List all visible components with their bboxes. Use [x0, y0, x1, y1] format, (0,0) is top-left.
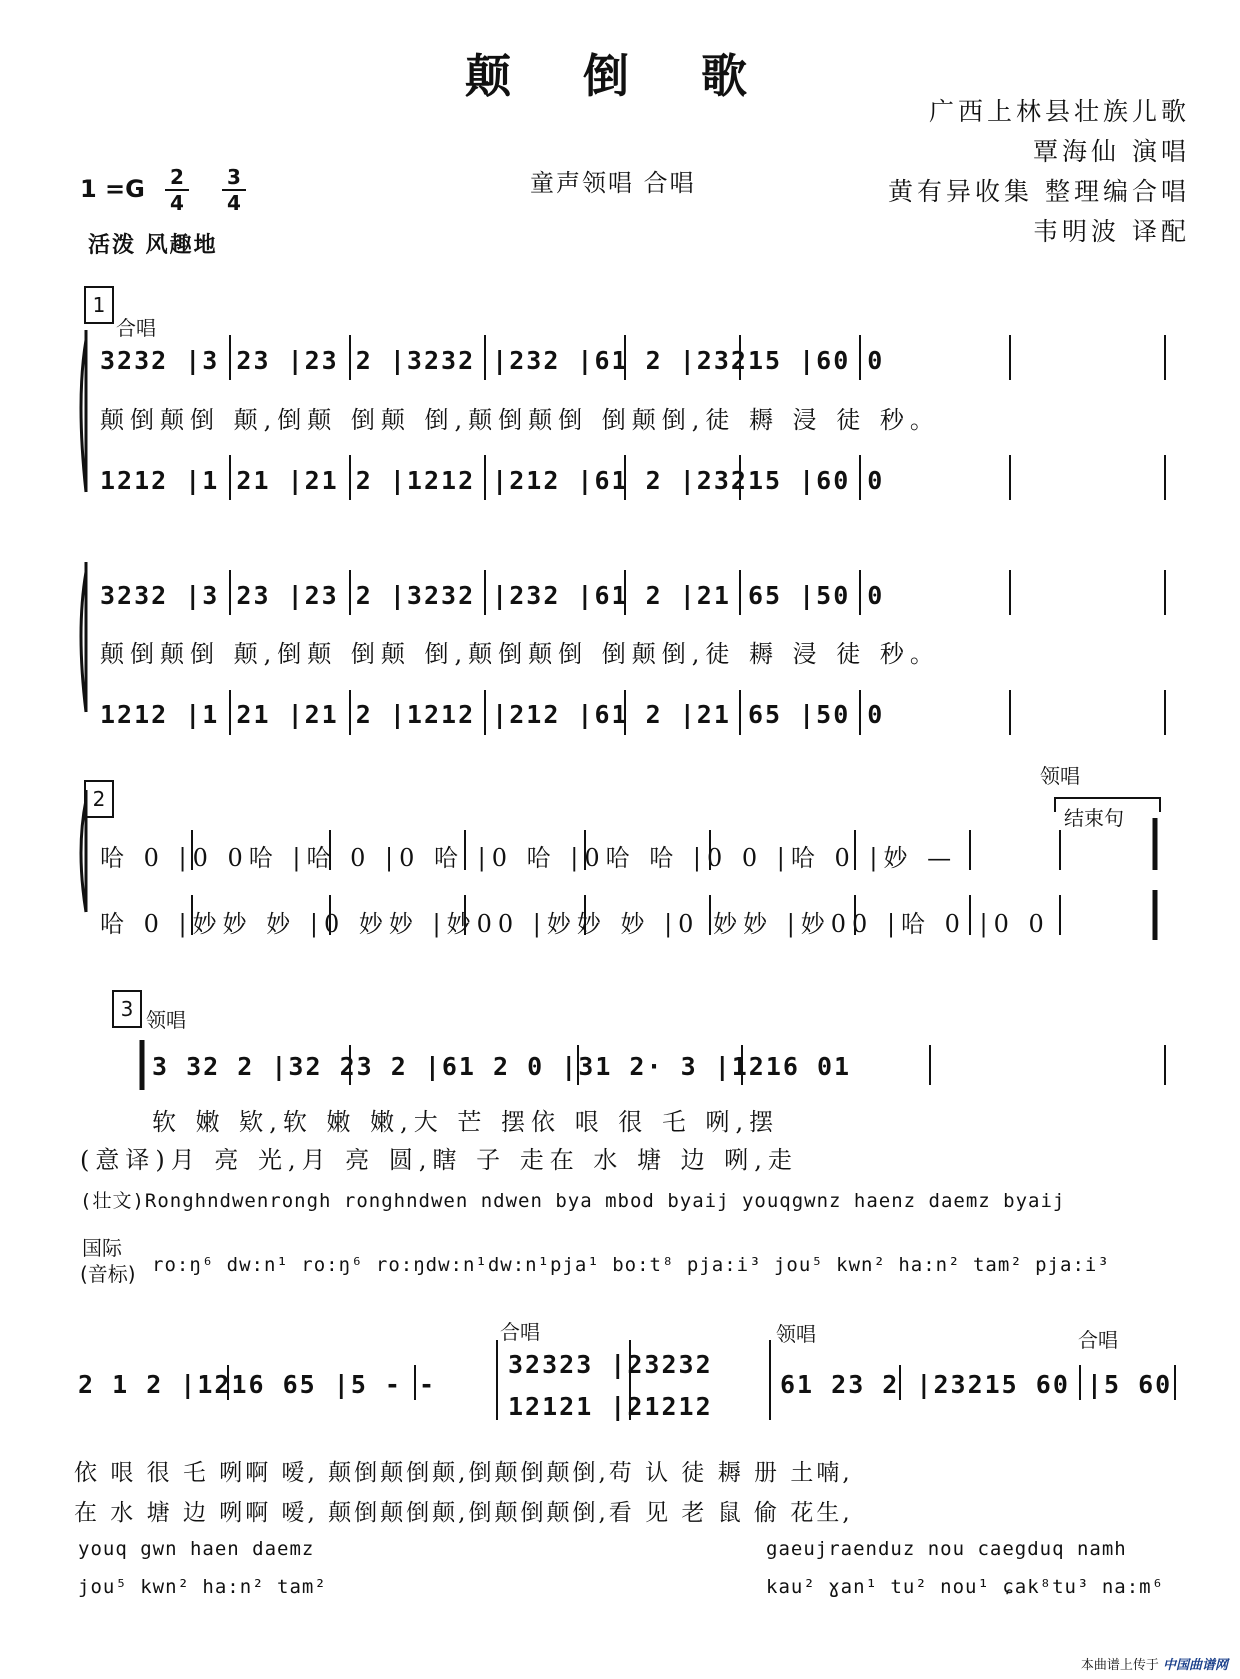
- system1-lower-notes: 1212 |1 21 |21 2 |1212 |212 |61 2 |23215 |60 0: [100, 466, 885, 495]
- credit-origin: 广西上林县壮族儿歌: [928, 97, 1190, 126]
- time-signature-3-4: $\frac{3}{4}$: [222, 165, 246, 215]
- section4-zhuang-left: youq gwn haen daemz: [78, 1538, 315, 1560]
- chorus-label-3: 合唱: [1078, 1328, 1118, 1352]
- footer-site-logo[interactable]: 中国曲谱网: [1162, 1658, 1228, 1673]
- key-signature: 1 =G: [80, 175, 145, 203]
- ending-label: 结束句: [1064, 806, 1124, 830]
- section4-ipa-left: jou⁵ kwn² ha:n² tam²: [78, 1576, 327, 1598]
- lead-label: 领唱: [1040, 764, 1080, 788]
- section4-lyric-translation: 在 水 塘 边 咧啊 嗳, 颠倒颠倒颠,倒颠倒颠倒,看 见 老 鼠 偷 花生,: [74, 1500, 853, 1526]
- section2-upper-part: 哈 0 |0 0哈 |哈 0 |0 哈 |0 哈 |0哈 哈 |0 0 |哈 0 |妙 —: [100, 844, 958, 872]
- lead-label-3: 领唱: [146, 1008, 186, 1032]
- section4-chorus-lower: 12121 |21212: [508, 1392, 713, 1421]
- section-number-2: 2: [84, 780, 114, 818]
- section4-lyric-zhuang-chars: 依 哏 很 乇 咧啊 嗳, 颠倒颠倒颠,倒颠倒颠倒,苟 认 徒 耨 册 土喃,: [74, 1460, 853, 1486]
- time-signature-2-4: $\frac{2}{4}$: [165, 165, 189, 215]
- credit-singer: 覃海仙 演唱: [1033, 137, 1190, 166]
- section2-lower-part: 哈 0 |妙妙 妙 |0 妙妙 |妙00 |妙妙 妙 |0 妙妙 |妙00 |哈 0 |0 0: [100, 910, 1050, 938]
- section4-zhuang-right: gaeujraenduz nou caegduq namh: [766, 1538, 1127, 1560]
- tempo-marking: 活泼 风趣地: [88, 233, 218, 258]
- section4-notes-a: 2 1 2 |1216 65 |5 - -: [78, 1370, 437, 1399]
- footer-text: 本曲谱上传于: [1080, 1658, 1159, 1673]
- section3-ipa: ro:ŋ⁶ dw:n¹ ro:ŋ⁶ ro:ŋdw:n¹dw:n¹pja¹ bo:t⁸ pja:i³ jou⁵ kwn² ha:n² tam² pja:i³: [152, 1254, 1110, 1276]
- system1-upper-notes: 3232 |3 23 |23 2 |3232 |232 |61 2 |23215 |60 0: [100, 346, 885, 375]
- song-title: 颠 倒 歌: [464, 49, 776, 103]
- section3-lyric-zhuang-chars: 软 嫩 欵,软 嫩 嫩,大 芒 摆依 哏 很 乇 咧,摆: [152, 1108, 780, 1136]
- chorus-label: 合唱: [116, 316, 156, 340]
- performance-mode: 童声领唱 合唱: [530, 169, 696, 197]
- system2-lower-notes: 1212 |1 21 |21 2 |1212 |212 |61 2 |21 65 |50 0: [100, 700, 885, 729]
- system2-upper-notes: 3232 |3 23 |23 2 |3232 |232 |61 2 |21 65 |50 0: [100, 581, 885, 610]
- chorus-label-2: 合唱: [500, 1320, 540, 1344]
- section4-chorus-upper: 32323 |23232: [508, 1350, 713, 1379]
- site-footer: [1081, 1654, 1228, 1673]
- section4-notes-b: 61 23 2 |23215 60 |5 60: [780, 1370, 1173, 1399]
- ipa-label-line2: (音标): [80, 1262, 136, 1286]
- credit-translator: 韦明波 译配: [1033, 217, 1190, 246]
- section3-notes: 3 32 2 |32 23 2 |61 2 0 |31 2· 3 |1216 01: [152, 1052, 852, 1081]
- lead-label-4: 领唱: [776, 1322, 816, 1346]
- system2-lyrics: 颠倒颠倒 颠,倒颠 倒颠 倒,颠倒颠倒 倒颠倒,徒 耨 浸 徒 秒。: [100, 640, 940, 668]
- ipa-label-line1: 国际: [82, 1236, 122, 1260]
- section-number-3: 3: [112, 990, 142, 1028]
- section3-zhuang-text: (壮文)Ronghndwenrongh ronghndwen ndwen bya mbod byaij youqgwnz haenz daemz byaij: [80, 1190, 1066, 1212]
- system1-lyrics: 颠倒颠倒 颠,倒颠 倒颠 倒,颠倒颠倒 倒颠倒,徒 耨 浸 徒 秒。: [100, 406, 940, 434]
- credit-arranger: 黄有异收集 整理编合唱: [888, 177, 1190, 206]
- section-number-1: 1: [84, 286, 114, 324]
- section4-ipa-right: kau² ɣan¹ tu² nou¹ ɕak⁸tu³ na:m⁶: [766, 1576, 1165, 1598]
- section3-lyric-translation: (意译)月 亮 光,月 亮 圆,瞎 子 走在 水 塘 边 咧,走: [80, 1146, 798, 1174]
